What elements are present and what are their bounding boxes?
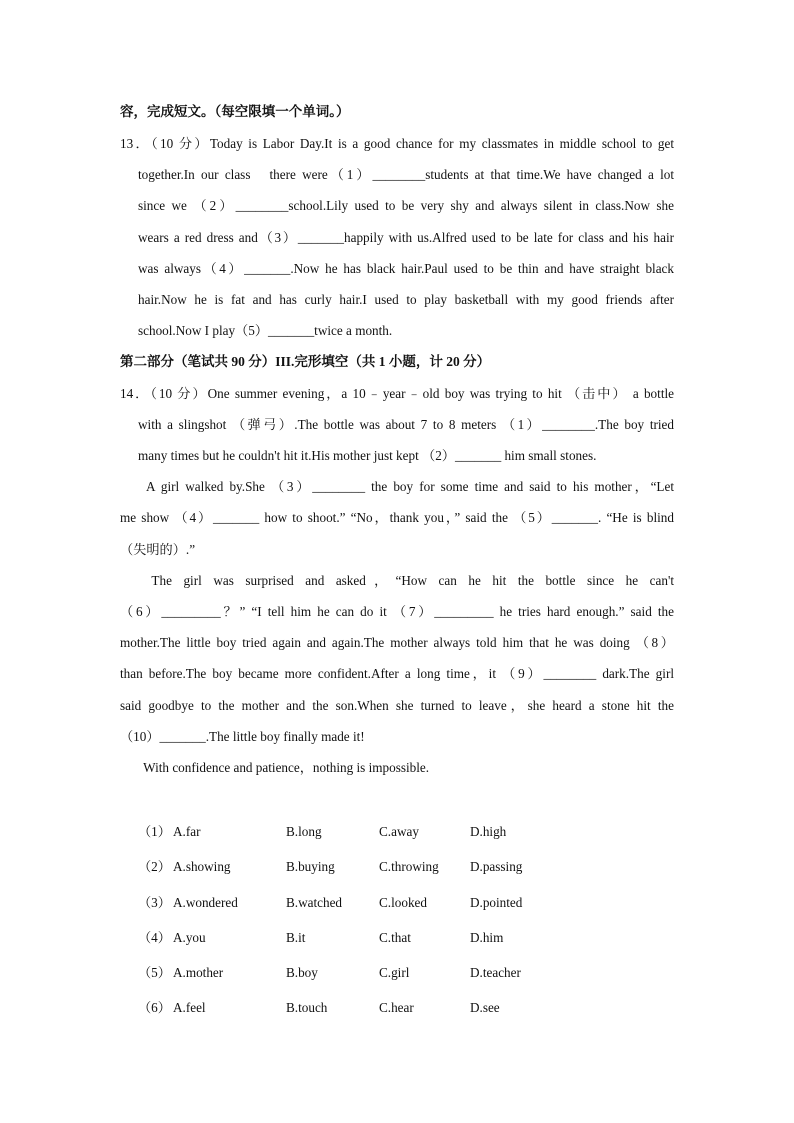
option-b: B.it — [286, 930, 306, 945]
q14-line-9: mother.The little boy tried again and again.The mother always told him that he was doing （8） — [120, 635, 674, 650]
q13-line-3: since we （2）________school.Lily used to be very shy and always silent in class.Now she — [138, 198, 674, 213]
option-d: D.high — [470, 824, 507, 839]
option-d: D.pointed — [470, 895, 523, 910]
q14-line-7: The girl was surprised and asked，“How can he hit the bottle since he can't — [130, 573, 674, 588]
q14-line-12: （10）_______.The little boy finally made it! — [120, 729, 365, 744]
option-a: A.far — [173, 824, 201, 839]
option-d: D.him — [470, 930, 504, 945]
q14-line-5: me show （4）_______ how to shoot.” “No，thank you，” said the （5）_______. “He is blind — [120, 510, 674, 525]
q14-line-10: than before.The boy became more confident.After a long time，it （9）________ dark.The girl — [120, 666, 674, 681]
q14-line-1: 14．（10 分）One summer evening，a 10﹣year﹣old boy was trying to hit （击中） a bottle — [120, 386, 674, 401]
option-number: （2） — [138, 859, 171, 874]
option-c: C.looked — [379, 895, 427, 910]
q13-line-5: was always（4）_______.Now he has black hair.Paul used to be thin and have straight black — [138, 261, 674, 276]
option-d: D.passing — [470, 859, 523, 874]
q14-line-11: said goodbye to the mother and the son.When she turned to leave，she heard a stone hit the — [120, 698, 674, 713]
section-instruction: 容，完成短文。（每空限填一个单词。） — [120, 104, 350, 119]
q14-line-8: （6）_________？” “I tell him he can do it （7）_________ he tries hard enough.” said the — [120, 604, 674, 619]
q13-line-1: 13．（10 分）Today is Labor Day.It is a good chance for my classmates in middle school to get — [120, 136, 674, 151]
option-number: （4） — [138, 930, 171, 945]
option-number: （3） — [138, 895, 171, 910]
q14-line-13: With confidence and patience，nothing is impossible. — [130, 760, 430, 775]
option-a: A.feel — [173, 1000, 206, 1015]
option-a: A.showing — [173, 859, 231, 874]
option-c: C.hear — [379, 1000, 414, 1015]
option-number: （6） — [138, 1000, 171, 1015]
option-b: B.boy — [286, 965, 318, 980]
part2-header: 第二部分（笔试共 90 分）III.完形填空（共 1 小题，计 20 分） — [120, 354, 491, 369]
option-number: （1） — [138, 824, 171, 839]
option-d: D.teacher — [470, 965, 521, 980]
q13-line-6: hair.Now he is fat and has curly hair.I used to play basketball with my good friends after — [138, 292, 674, 307]
q14-line-4: A girl walked by.She （3）________ the boy for some time and said to his mother，“Let — [130, 479, 674, 494]
option-a: A.wondered — [173, 895, 238, 910]
q14-line-6: （失明的）.” — [120, 542, 196, 557]
option-d: D.see — [470, 1000, 500, 1015]
q13-line-2: together.In our class there were（1）________students at that time.We have changed a lot — [138, 167, 674, 182]
option-number: （5） — [138, 965, 171, 980]
q13-line-4: wears a red dress and（3）_______happily with us.Alfred used to be late for class and his hair — [138, 230, 674, 245]
option-c: C.away — [379, 824, 419, 839]
option-b: B.buying — [286, 859, 335, 874]
option-a: A.mother — [173, 965, 224, 980]
q13-line-7: school.Now I play（5）_______twice a month. — [138, 323, 393, 338]
option-b: B.touch — [286, 1000, 328, 1015]
q14-line-2: with a slingshot （弹弓）.The bottle was about 7 to 8 meters （1）________.The boy tried — [138, 417, 674, 432]
option-a: A.you — [173, 930, 206, 945]
option-c: C.throwing — [379, 859, 439, 874]
option-b: B.long — [286, 824, 322, 839]
option-c: C.girl — [379, 965, 410, 980]
option-b: B.watched — [286, 895, 343, 910]
option-c: C.that — [379, 930, 411, 945]
q14-line-3: many times but he couldn't hit it.His mother just kept （2）_______ him small stones. — [138, 448, 597, 463]
